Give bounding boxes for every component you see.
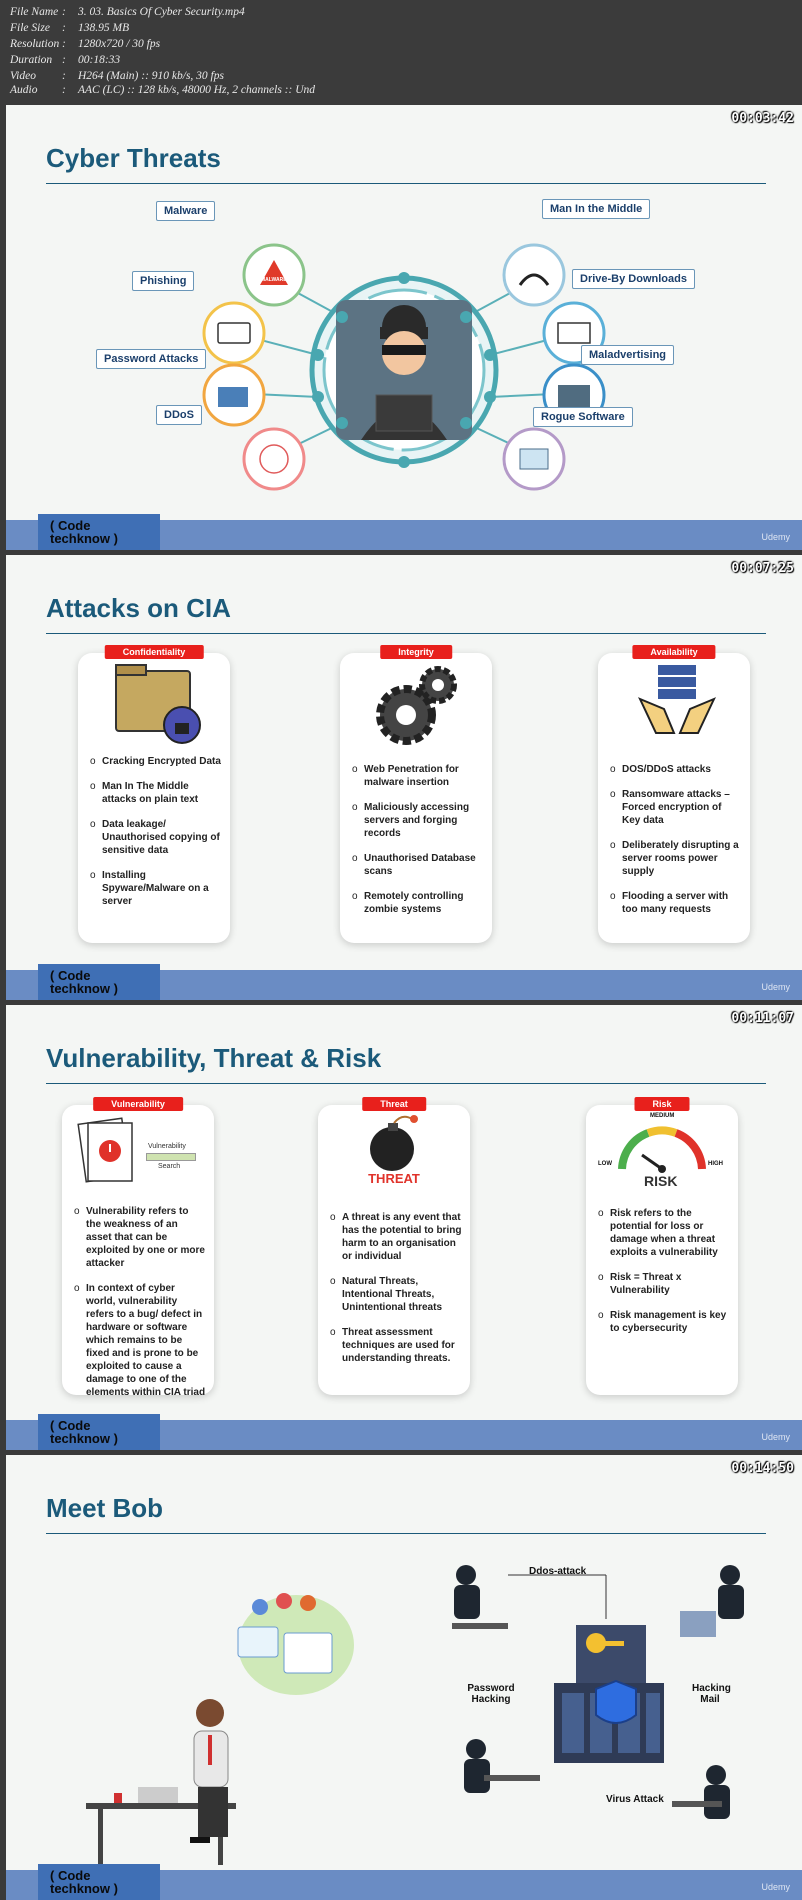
list-item: o Web Penetration for malware insertion bbox=[352, 763, 484, 789]
udemy-watermark: Udemy bbox=[761, 532, 790, 542]
list-item: o In context of cyber world, vulnerability refers to a bug/ defect in hardware or software which remains to be fixed and is prone to be exploited to cause a damage to one of the elements within CIA triad bbox=[74, 1282, 206, 1399]
video-frame-1 bbox=[6, 105, 802, 550]
list-item: o Ransomware attacks – Forced encryption of Key data bbox=[610, 788, 742, 827]
udemy-watermark: Udemy bbox=[761, 982, 790, 992]
file-info-header bbox=[0, 0, 802, 100]
list-item: o Cracking Encrypted Data bbox=[90, 755, 222, 768]
card-tag: Integrity bbox=[380, 645, 452, 659]
card-tag: Threat bbox=[362, 1097, 426, 1111]
title-underline bbox=[46, 1533, 766, 1534]
threat-label-rogue-software: Rogue Software bbox=[533, 407, 633, 427]
list-item: o Natural Threats, Intentional Threats, Unintentional threats bbox=[330, 1275, 462, 1314]
threat-label-ddos: DDoS bbox=[156, 405, 202, 425]
label-hacking-mail: Hacking Mail bbox=[692, 1683, 731, 1705]
cia-card-integrity bbox=[340, 647, 492, 943]
vtr-card-risk bbox=[586, 1099, 738, 1395]
vtr-card-vulnerability bbox=[62, 1099, 214, 1398]
list-item: o DOS/DDoS attacks bbox=[610, 763, 742, 776]
list-item: o Risk = Threat x Vulnerability bbox=[598, 1271, 730, 1297]
list-item: o Installing Spyware/Malware on a server bbox=[90, 869, 222, 908]
vtr-card-threat bbox=[318, 1099, 470, 1395]
video-frame-3 bbox=[6, 1005, 802, 1450]
threat-diagram bbox=[6, 105, 802, 550]
list-item: o Threat assessment techniques are used for understanding threats. bbox=[330, 1326, 462, 1365]
brand-logo: ( Code techknow ) bbox=[38, 1864, 160, 1900]
brand-logo: ( Code techknow ) bbox=[38, 1414, 160, 1450]
list-item: o Man In The Middle attacks on plain text bbox=[90, 780, 222, 806]
gauge-label-high: HIGH bbox=[708, 1161, 723, 1167]
threat-label-malware: Malware bbox=[156, 201, 215, 221]
threat-label-mitm: Man In the Middle bbox=[542, 199, 650, 219]
list-item: o Vulnerability refers to the weakness of an asset that can be exploited by one or more attacker bbox=[74, 1205, 206, 1270]
meta-row: Audio : AAC (LC) :: 128 kb/s, 48000 Hz, 2 channels :: Und bbox=[10, 84, 316, 96]
udemy-watermark: Udemy bbox=[761, 1882, 790, 1892]
risk-word: RISK bbox=[644, 1173, 678, 1189]
title-underline bbox=[46, 1083, 766, 1084]
card-tag: Availability bbox=[632, 645, 715, 659]
card-tag: Confidentiality bbox=[105, 645, 204, 659]
list-item: o Risk management is key to cybersecurity bbox=[598, 1309, 730, 1335]
list-item: o Flooding a server with too many requests bbox=[610, 890, 742, 916]
meta-row: File Size : 138.95 MB bbox=[10, 22, 130, 34]
bomb-icon bbox=[364, 1111, 424, 1175]
card-tag: Risk bbox=[634, 1097, 689, 1111]
icon-caption: Vulnerability bbox=[148, 1143, 186, 1150]
slide-title: Cyber Threats bbox=[46, 143, 221, 173]
list-item: o Deliberately disrupting a server rooms power supply bbox=[610, 839, 742, 878]
label-ddos-attack: Ddos-attack bbox=[529, 1566, 587, 1577]
cia-card-availability bbox=[598, 647, 750, 943]
progress-bar-icon bbox=[146, 1153, 196, 1161]
gauge-label-low: LOW bbox=[598, 1161, 612, 1167]
list-item: o Risk refers to the potential for loss or damage when a threat exploits a vulnerability bbox=[598, 1207, 730, 1259]
list-item: o Maliciously accessing servers and forging records bbox=[352, 801, 484, 840]
timestamp: 00:14:50 bbox=[731, 1461, 794, 1476]
malware-badge: MALWARE bbox=[261, 277, 287, 283]
meta-row: Video : H264 (Main) :: 910 kb/s, 30 fps bbox=[10, 70, 224, 82]
video-frame-2 bbox=[6, 555, 802, 1000]
video-frame-4 bbox=[6, 1455, 802, 1900]
threat-label-password-attacks: Password Attacks bbox=[96, 349, 206, 369]
timestamp: 00:11:07 bbox=[731, 1011, 794, 1026]
gears-icon bbox=[368, 659, 464, 755]
timestamp: 00:07:25 bbox=[731, 561, 794, 576]
slide-title: Attacks on CIA bbox=[46, 593, 231, 623]
list-item: o Remotely controlling zombie systems bbox=[352, 890, 484, 916]
gauge-label-medium: MEDIUM bbox=[650, 1113, 675, 1119]
list-item: o Unauthorised Database scans bbox=[352, 852, 484, 878]
document-warning-icon bbox=[76, 1117, 146, 1187]
server-hands-icon bbox=[634, 659, 720, 745]
bob-at-desk-illustration bbox=[86, 1575, 386, 1865]
meta-row: Resolution : 1280x720 / 30 fps bbox=[10, 38, 161, 50]
threat-word: THREAT bbox=[368, 1171, 420, 1186]
brand-logo: ( Code techknow ) bbox=[38, 964, 160, 1000]
card-tag: Vulnerability bbox=[93, 1097, 183, 1111]
label-virus-attack: Virus Attack bbox=[606, 1794, 664, 1805]
label-password-hacking: Password Hacking bbox=[467, 1683, 515, 1705]
list-item: o A threat is any event that has the potential to bring harm to an organisation or individual bbox=[330, 1211, 462, 1263]
icon-caption: Search bbox=[158, 1163, 181, 1170]
slide-title: Meet Bob bbox=[46, 1493, 163, 1523]
list-item: o Data leakage/ Unauthorised copying of sensitive data bbox=[90, 818, 222, 857]
gauge-icon bbox=[612, 1119, 712, 1175]
cia-card-confidentiality bbox=[78, 647, 230, 943]
title-underline bbox=[46, 633, 766, 634]
meta-row: Duration : 00:18:33 bbox=[10, 54, 121, 66]
folder-lock-icon bbox=[112, 661, 208, 747]
slide-title: Vulnerability, Threat & Risk bbox=[46, 1043, 382, 1073]
brand-logo: ( Code techknow ) bbox=[38, 514, 160, 550]
threat-label-phishing: Phishing bbox=[132, 271, 194, 291]
udemy-watermark: Udemy bbox=[761, 1432, 790, 1442]
threat-label-maladvertising: Maladvertising bbox=[581, 345, 674, 365]
timestamp: 00:03:42 bbox=[731, 111, 794, 126]
meta-row: File Name : 3. 03. Basics Of Cyber Security.mp4 bbox=[10, 6, 245, 18]
threat-label-drive-by: Drive-By Downloads bbox=[572, 269, 695, 289]
attack-scene-illustration bbox=[446, 1555, 766, 1855]
